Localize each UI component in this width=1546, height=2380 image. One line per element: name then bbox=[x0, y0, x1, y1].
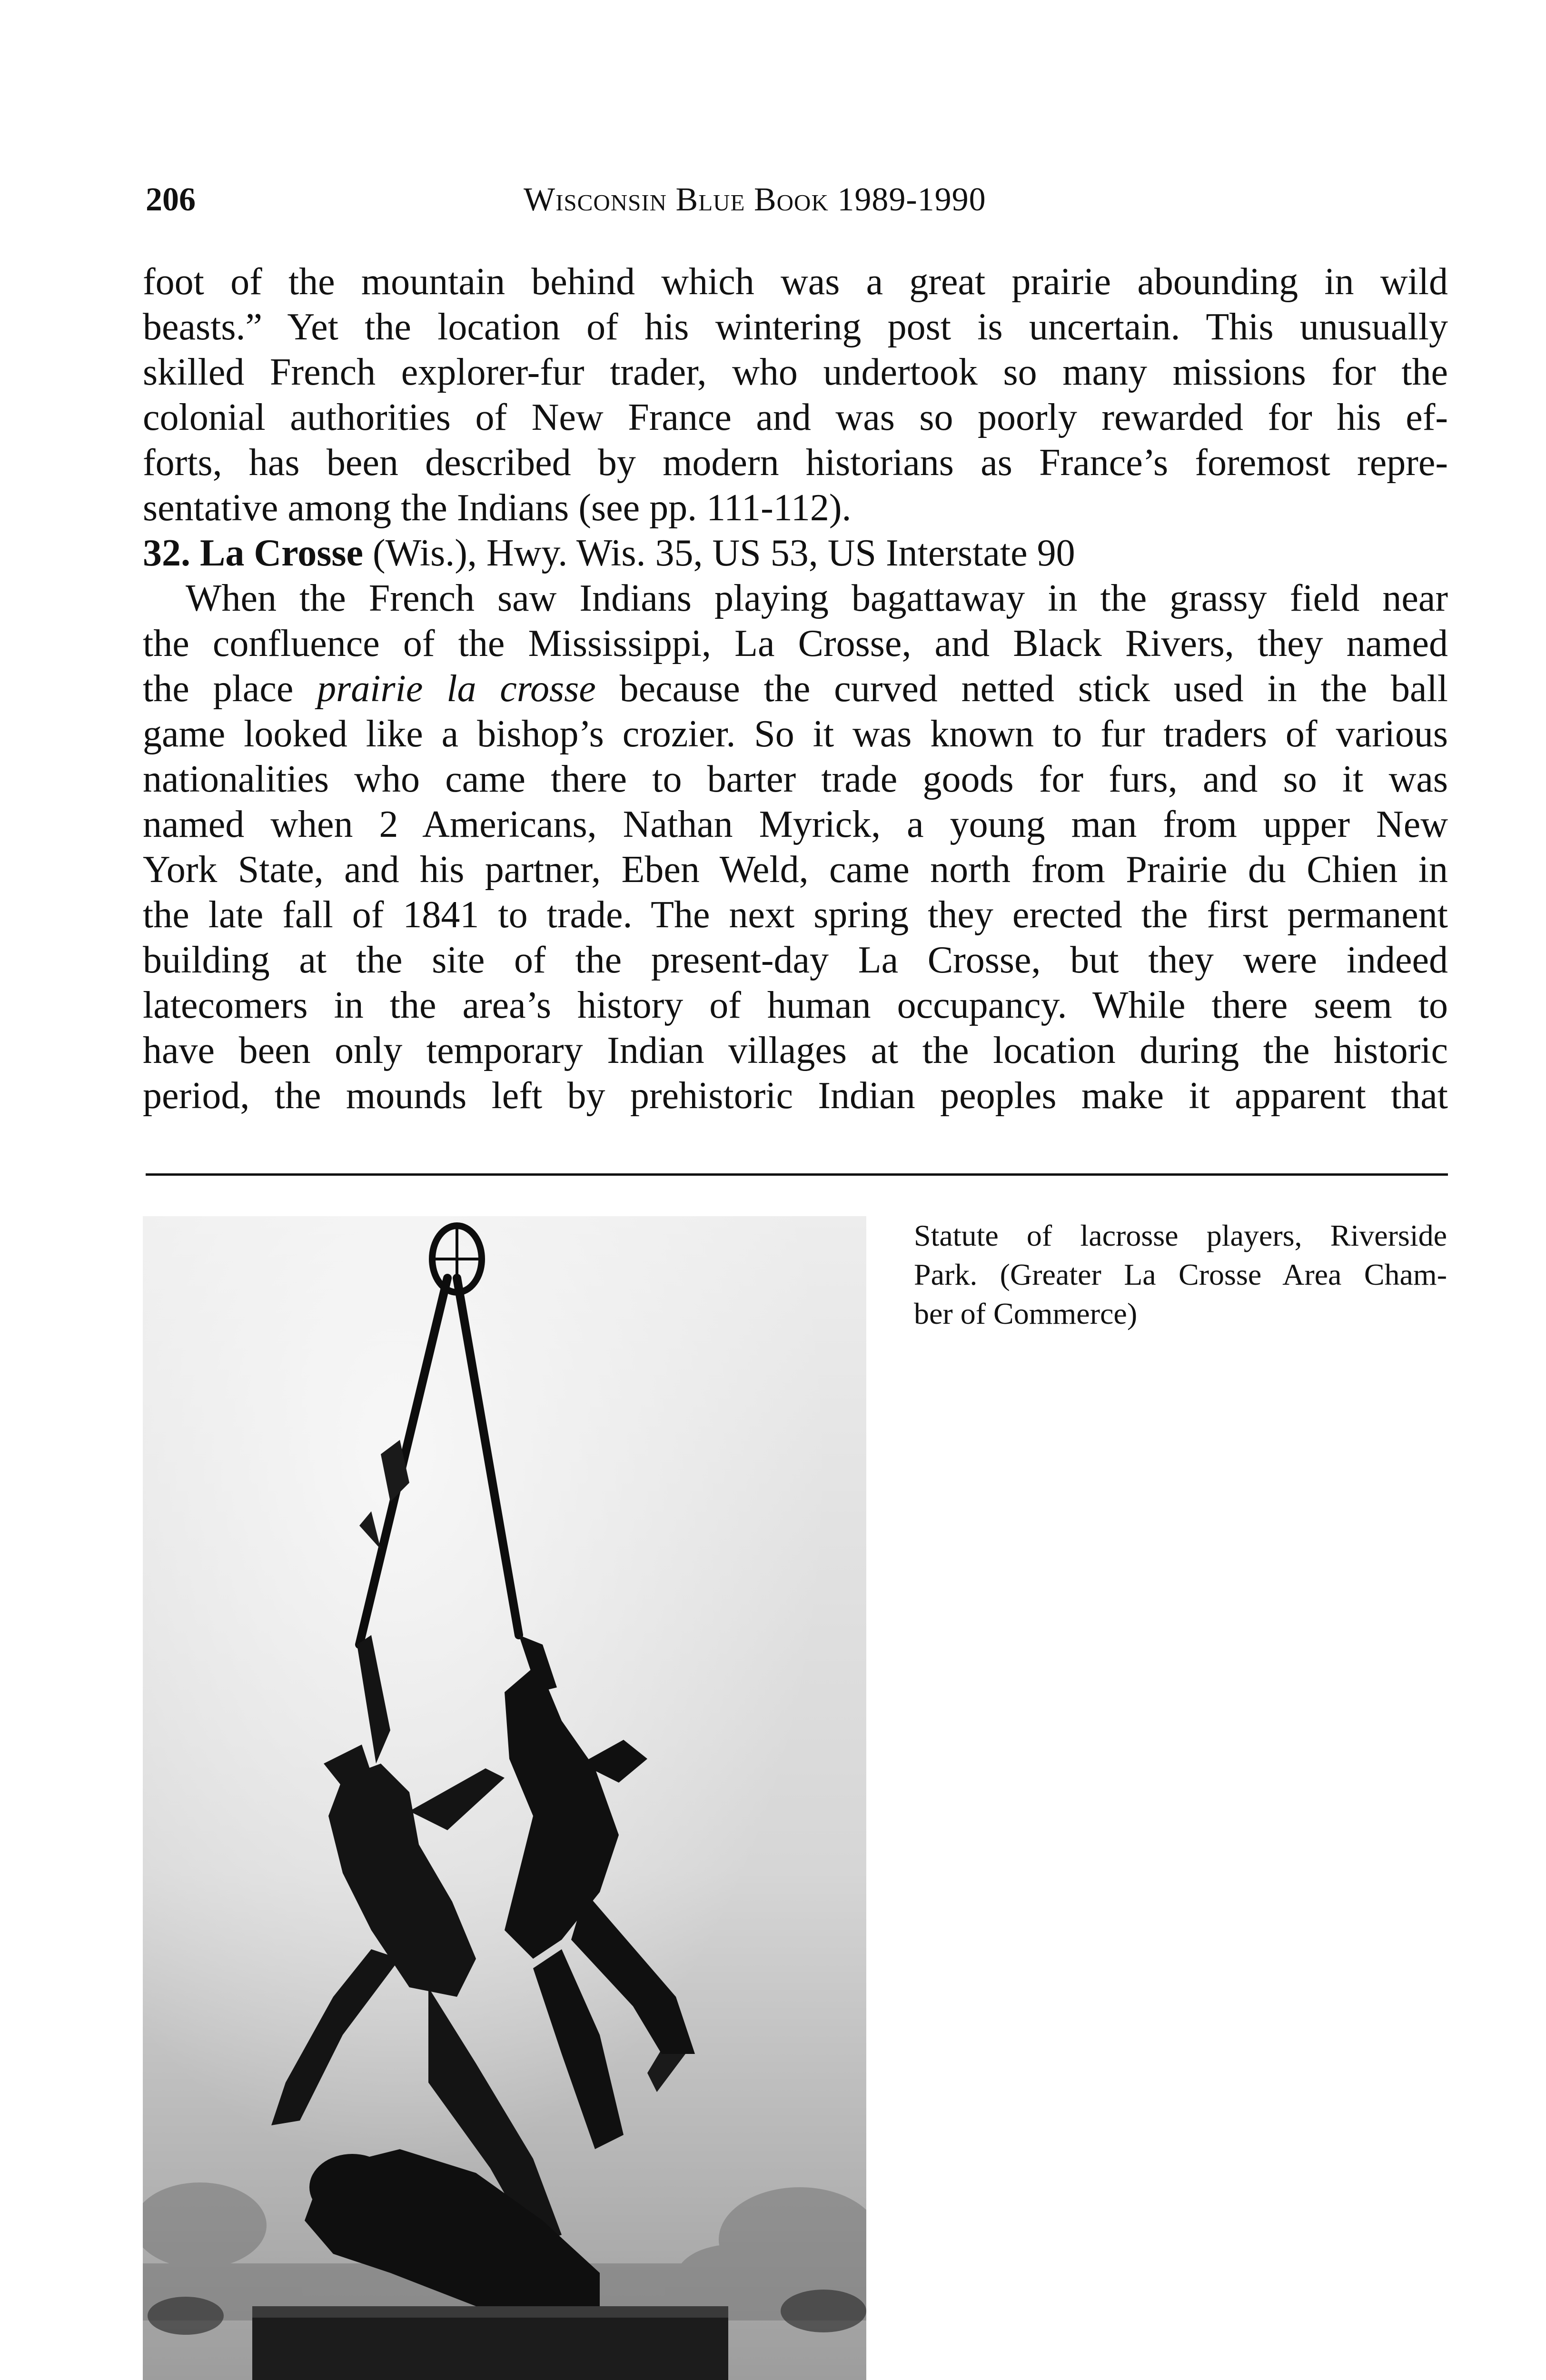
caption-line: Statute of lacrosse players, Riverside bbox=[914, 1219, 1447, 1252]
italic-term: prairie la crosse bbox=[317, 668, 596, 710]
lacrosse-statue-photo bbox=[143, 1216, 866, 2380]
text-line bbox=[143, 666, 1448, 712]
text-line: building at the site of the present-day La Crosse, but they were indeed bbox=[143, 939, 1448, 981]
text-line: When the French saw Indians playing bagattaway in the grassy field near bbox=[186, 577, 1448, 619]
horizontal-rule bbox=[146, 1173, 1448, 1176]
text-line: York State, and his partner, Eben Weld, came north from Prairie du Chien in bbox=[143, 849, 1448, 891]
text-line: the confluence of the Mississippi, La Crosse, and Black Rivers, they named bbox=[143, 623, 1448, 664]
text-line: skilled French explorer-fur trader, who undertook so many missions for the bbox=[143, 351, 1448, 393]
section-number: 32. bbox=[143, 532, 190, 574]
text-line: foot of the mountain behind which was a great prairie abounding in wild bbox=[143, 261, 1448, 303]
text-line: named when 2 Americans, Nathan Myrick, a young man from upper New bbox=[143, 803, 1448, 845]
caption-line: Park. (Greater La Crosse Area Cham- bbox=[914, 1258, 1447, 1291]
text-line: beasts.” Yet the location of his wintering post is uncertain. This unusually bbox=[143, 306, 1448, 348]
caption-line: ber of Commerce) bbox=[914, 1297, 1138, 1330]
section-heading bbox=[143, 531, 1448, 576]
text-line: sentative among the Indians (see pp. 111-112). bbox=[143, 487, 852, 529]
figure-caption bbox=[914, 1216, 1447, 1333]
running-head: Wisconsin Blue Book 1989-1990 bbox=[524, 181, 986, 218]
text-line: period, the mounds left by prehistoric Indian peoples make it apparent that bbox=[143, 1075, 1448, 1117]
paragraph-continuation bbox=[143, 259, 1448, 1119]
text-segment: the place bbox=[143, 668, 317, 710]
page-number: 206 bbox=[146, 181, 196, 218]
section-place: La Crosse bbox=[200, 532, 363, 574]
text-line: latecomers in the area’s history of human occupancy. While there seem to bbox=[143, 984, 1448, 1026]
text-line: nationalities who came there to barter trade goods for furs, and so it was bbox=[143, 758, 1448, 800]
text-segment: because the curved netted stick used in the ball bbox=[595, 668, 1448, 710]
text-line: forts, has been described by modern historians as France’s foremost repre- bbox=[143, 442, 1448, 484]
text-line: colonial authorities of New France and was so poorly rewarded for his ef- bbox=[143, 397, 1448, 438]
text-line: have been only temporary Indian villages at the location during the historic bbox=[143, 1030, 1448, 1071]
section-route: (Wis.), Hwy. Wis. 35, US 53, US Interstate 90 bbox=[363, 532, 1075, 574]
text-line: game looked like a bishop’s crozier. So it was known to fur traders of various bbox=[143, 713, 1448, 755]
text-line: the late fall of 1841 to trade. The next spring they erected the first permanent bbox=[143, 894, 1448, 936]
